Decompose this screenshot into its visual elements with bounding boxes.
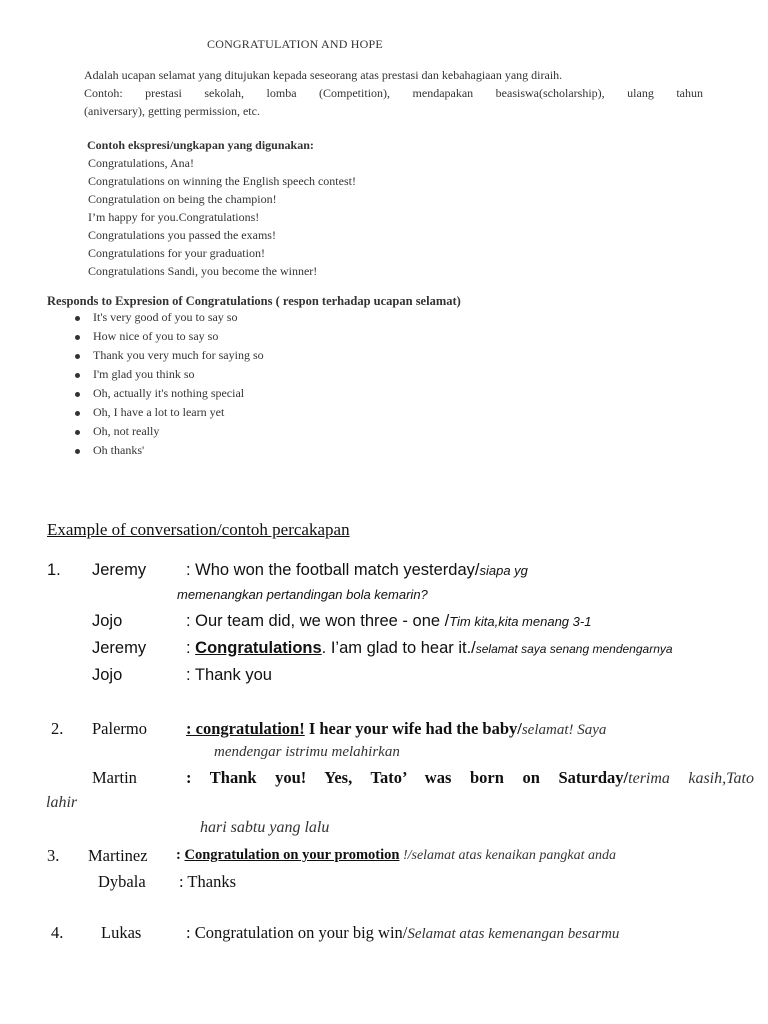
list-item: Oh, actually it's nothing special (48, 385, 264, 404)
expressions-heading: Contoh ekspresi/ungkapan yang digunakan: (87, 138, 314, 152)
speaker-name: Martin (92, 768, 137, 787)
dialogue-line: : Congratulation on your big win/Selamat atas kemenangan besarmu (186, 923, 620, 942)
expression-item: Congratulations, Ana! (88, 156, 194, 170)
dialogue-line: : congratulation! I hear your wife had the baby/selamat! Saya (186, 719, 607, 738)
speaker-name: Lukas (101, 923, 142, 942)
list-item: Oh, I have a lot to learn yet (48, 404, 264, 423)
page-title: CONGRATULATION AND HOPE (207, 37, 383, 51)
conversation-number: 2. (51, 719, 64, 738)
list-item: Oh, not really (48, 423, 264, 442)
list-item: Thank you very much for saying so (48, 347, 264, 366)
expression-item: Congratulations Sandi, you become the winner! (88, 264, 318, 278)
dialogue-line-continued: memenangkan pertandingan bola kemarin? (177, 587, 428, 602)
example-heading: Example of conversation/contoh percakapan (47, 520, 350, 539)
speaker-name: Jeremy (92, 561, 147, 579)
list-item: Oh thanks' (48, 442, 264, 461)
intro-line-3: (aniversary), getting permission, etc. (84, 104, 260, 118)
dialogue-line: : Thank you! Yes, Tato’ was born on Saturday/terima kasih,Tato (186, 768, 755, 787)
speaker-name: Martinez (88, 846, 148, 865)
expression-item: Congratulations on winning the English speech contest! (88, 174, 356, 188)
list-item: It's very good of you to say so (48, 309, 264, 328)
conversation-number: 3. (47, 846, 60, 865)
conversation-number: 1. (47, 561, 61, 579)
responds-list (48, 309, 264, 461)
expression-item: Congratulations you passed the exams! (88, 228, 276, 242)
expression-item: Congratulation on being the champion! (88, 192, 277, 206)
expression-item: Congratulations for your graduation! (88, 246, 265, 260)
dialogue-line: : Congratulation on your promotion !/selamat atas kenaikan pangkat anda (176, 847, 617, 863)
speaker-name: Jojo (92, 612, 123, 630)
dialogue-line: : Who won the football match yesterday/siapa yg (186, 561, 528, 579)
dialogue-line: : Thanks (179, 872, 236, 891)
responds-heading: Responds to Expresion of Congratulations ( respon terhadap ucapan selamat) (47, 294, 461, 308)
intro-line-2: Contoh: prestasi sekolah, lomba (Competition), mendapakan beasiswa(scholarship), ulang tahun (84, 86, 703, 100)
dialogue-line-wrap: lahir (46, 794, 78, 811)
expression-item: I’m happy for you.Congratulations! (88, 210, 260, 224)
speaker-name: Dybala (98, 872, 146, 891)
speaker-name: Jojo (92, 666, 123, 684)
list-item: How nice of you to say so (48, 328, 264, 347)
dialogue-line-continued: hari sabtu yang lalu (200, 819, 330, 836)
conversation-number: 4. (51, 923, 64, 942)
speaker-name: Palermo (92, 719, 147, 738)
list-item: I'm glad you think so (48, 366, 264, 385)
speaker-name: Jeremy (92, 639, 147, 657)
intro-line-1: Adalah ucapan selamat yang ditujukan kepada seseorang atas prestasi dan kebahagiaan yang diraih. (84, 68, 563, 82)
dialogue-line: : Our team did, we won three - one /Tim kita,kita menang 3-1 (186, 612, 592, 630)
dialogue-line: : Thank you (186, 666, 272, 684)
dialogue-line: : Congratulations. I’am glad to hear it./selamat saya senang mendengarnya (186, 639, 673, 657)
dialogue-line-continued: mendengar istrimu melahirkan (214, 744, 400, 760)
